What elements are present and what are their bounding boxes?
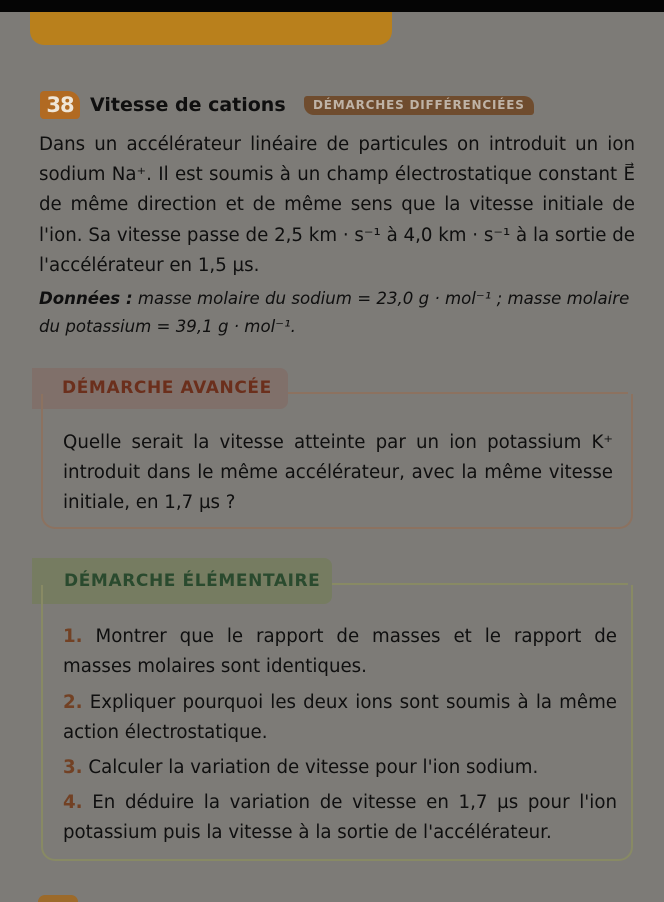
question-item <box>63 753 617 783</box>
data-text: masse molaire du sodium = 23,0 g · mol⁻¹ ; masse molaire du potassium = 39,1 g · mol⁻¹. <box>39 289 630 336</box>
question-number: 1. <box>63 626 83 647</box>
exercise-number-badge: 38 <box>40 91 80 119</box>
data-label: Données : <box>39 289 133 308</box>
question-text: Calculer la variation de vitesse pour l'ion sodium. <box>88 757 539 778</box>
previous-section-tab <box>30 12 392 45</box>
intro-paragraph: Dans un accélérateur linéaire de particules on introduit un ion sodium Na⁺. Il est soumis à un champ électrostatique constant E⃗ de même direction et de même sens que la vitesse initiale de l'ion. Sa vitesse passe de 2,5 km · s⁻¹ à 4,0 km · s⁻¹ à la sortie de l'accélérateur en 1,5 µs. <box>39 134 635 276</box>
elementary-approach-title: DÉMARCHE ÉLÉMENTAIRE <box>64 571 321 591</box>
data-paragraph <box>39 285 635 341</box>
question-item <box>63 788 617 848</box>
advanced-question: Quelle serait la vitesse atteinte par un ion potassium K⁺ introduit dans le même accélérateur, avec la même vitesse initiale, en 1,7 µs ? <box>63 432 613 513</box>
exercise-title: Vitesse de cations <box>90 94 286 116</box>
top-bar <box>0 0 664 12</box>
question-item <box>63 688 617 748</box>
differentiated-tag: DÉMARCHES DIFFÉRENCIÉES <box>304 96 534 115</box>
question-text: Expliquer pourquoi les deux ions sont soumis à la même action électrostatique. <box>63 692 617 743</box>
question-number: 4. <box>63 792 83 813</box>
question-text: En déduire la variation de vitesse en 1,7 µs pour l'ion potassium puis la vitesse à la sortie de l'accélérateur. <box>63 792 617 843</box>
question-number: 3. <box>63 757 83 778</box>
question-text: Montrer que le rapport de masses et le rapport de masses molaires sont identiques. <box>63 626 617 677</box>
question-number: 2. <box>63 692 83 713</box>
advanced-approach-title: DÉMARCHE AVANCÉE <box>62 378 272 398</box>
next-exercise-tab <box>38 895 78 902</box>
question-item <box>63 622 617 682</box>
